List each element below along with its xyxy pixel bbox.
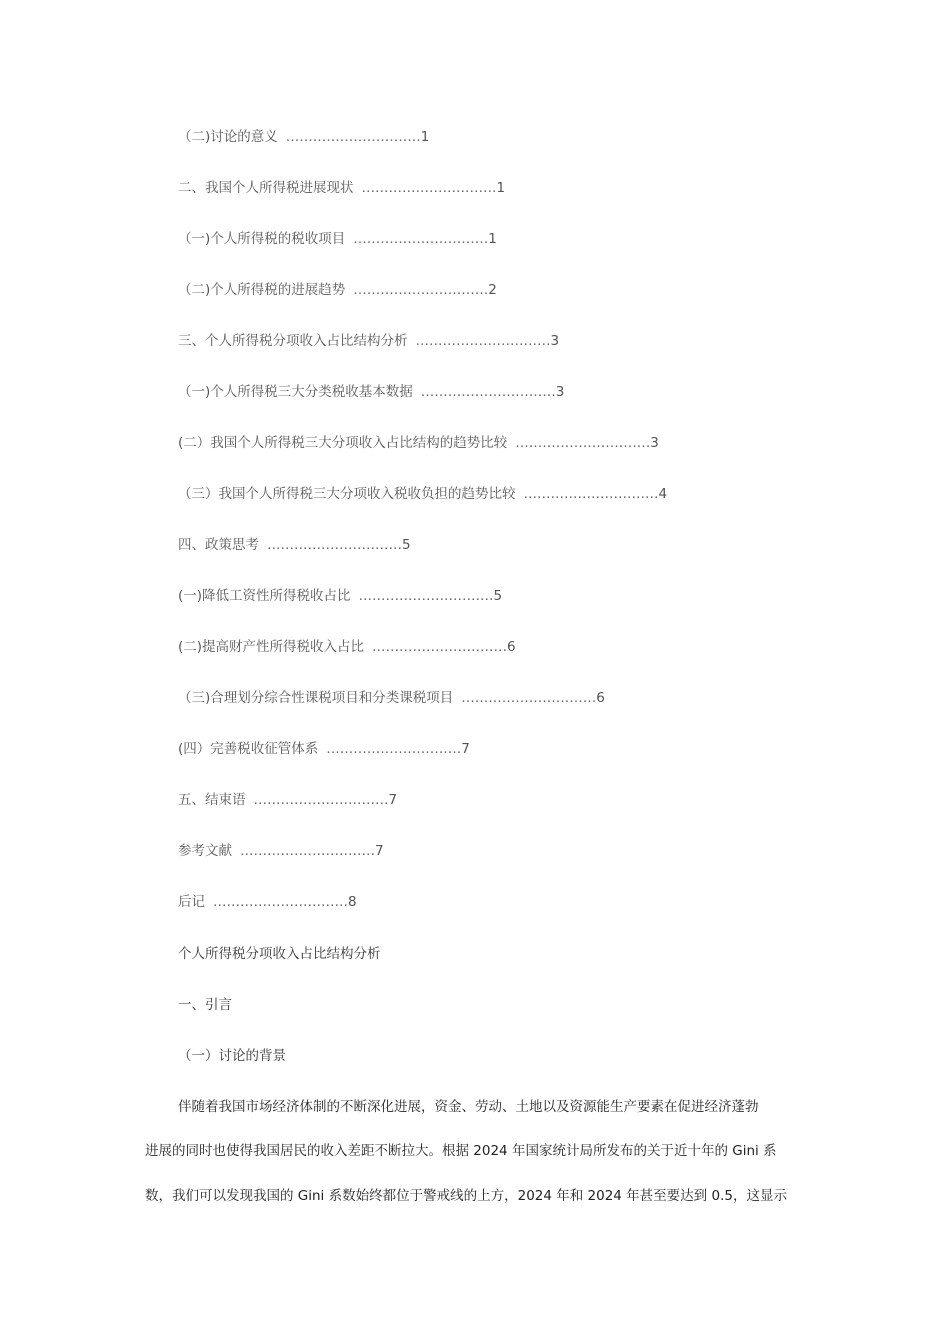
toc-page-number: 7 (461, 741, 470, 757)
toc-entry[interactable] (178, 891, 878, 942)
toc-leader-dots: ………………………… (361, 180, 497, 196)
toc-page-number: 6 (507, 639, 516, 655)
toc-page-number: 5 (402, 537, 411, 553)
toc-page-number: 8 (348, 894, 357, 910)
toc-entry-label: （二)讨论的意义 (178, 129, 278, 145)
toc-leader-dots: ………………………… (285, 129, 421, 145)
table-of-contents (178, 126, 878, 942)
paragraph-line: 数，我们可以发现我国的 Gini 系数始终都位于警戒线的上方，2024 年和 2024 年甚至要达到 0.5，这显示 (145, 1188, 787, 1204)
toc-entry[interactable] (178, 738, 878, 789)
toc-page-number: 3 (555, 384, 565, 400)
toc-entry[interactable] (178, 177, 878, 228)
toc-entry-label: 后记 (178, 894, 205, 910)
toc-leader-dots: ………………………… (353, 282, 489, 298)
toc-entry-label: (二)提高财产性所得税收入占比 (178, 639, 365, 655)
subsection-heading: （一）讨论的背景 (178, 1048, 286, 1064)
toc-entry[interactable] (178, 330, 878, 381)
toc-entry-label: (二）我国个人所得税三大分项收入占比结构的趋势比较 (178, 435, 508, 451)
toc-entry[interactable] (178, 483, 878, 534)
toc-page-number: 7 (375, 843, 384, 859)
toc-page-number: 7 (388, 792, 398, 808)
paragraph-line: 进展的同时也使得我国居民的收入差距不断拉大。根据 2024 年国家统计局所发布的关于近十年的 Gini 系 (145, 1143, 777, 1159)
toc-entry-label: 四、政策思考 (178, 537, 259, 553)
toc-entry[interactable] (178, 432, 878, 483)
section-heading: 一、引言 (178, 997, 232, 1013)
toc-leader-dots: ………………………… (420, 384, 556, 400)
toc-page-number: 5 (493, 588, 503, 604)
toc-entry[interactable] (178, 840, 878, 891)
toc-leader-dots: ………………………… (240, 843, 375, 859)
toc-page-number: 3 (650, 435, 659, 451)
toc-entry-label: 二、我国个人所得税进展现状 (178, 180, 354, 196)
toc-leader-dots: ………………………… (358, 588, 494, 604)
toc-leader-dots: ………………………… (253, 792, 389, 808)
toc-leader-dots: ………………………… (267, 537, 402, 553)
toc-leader-dots: ………………………… (353, 231, 489, 247)
toc-entry-label: （二)个人所得税的进展趋势 (178, 282, 346, 298)
paragraph-line: 伴随着我国市场经济体制的不断深化进展，资金、劳动、土地以及资源能生产要素在促进经济蓬勃 (178, 1099, 759, 1115)
toc-entry[interactable] (178, 381, 878, 432)
toc-leader-dots: ………………………… (515, 435, 651, 451)
toc-entry[interactable] (178, 789, 878, 840)
toc-entry-label: (四）完善税收征管体系 (178, 741, 319, 757)
toc-leader-dots: ………………………… (326, 741, 462, 757)
toc-entry-label: （一)个人所得税的税收项目 (178, 231, 346, 247)
toc-entry-label: （一)个人所得税三大分类税收基本数据 (178, 384, 413, 400)
toc-entry-label: （三）我国个人所得税三大分项收入税收负担的趋势比较 (178, 486, 516, 502)
toc-leader-dots: ………………………… (523, 486, 659, 502)
toc-entry[interactable] (178, 687, 878, 738)
toc-entry-label: 五、结束语 (178, 792, 246, 808)
toc-page-number: 1 (488, 231, 497, 247)
toc-entry-label: （三)合理划分综合性课税项目和分类课税项目 (178, 690, 454, 706)
toc-page-number: 6 (596, 690, 605, 706)
toc-entry[interactable] (178, 228, 878, 279)
toc-leader-dots: ………………………… (415, 333, 551, 349)
toc-entry-label: 三、个人所得税分项收入占比结构分析 (178, 333, 408, 349)
toc-page-number: 1 (420, 129, 430, 145)
toc-entry[interactable] (178, 636, 878, 687)
toc-entry[interactable] (178, 279, 878, 330)
toc-leader-dots: ………………………… (461, 690, 597, 706)
toc-entry-label: 参考文献 (178, 843, 232, 859)
toc-leader-dots: ………………………… (213, 894, 348, 910)
toc-leader-dots: ………………………… (372, 639, 508, 655)
toc-page-number: 2 (488, 282, 497, 298)
toc-entry[interactable] (178, 534, 878, 585)
toc-page-number: 1 (496, 180, 506, 196)
toc-entry-label: (一)降低工资性所得税收占比 (178, 588, 351, 604)
toc-entry[interactable] (178, 585, 878, 636)
toc-page-number: 4 (658, 486, 668, 502)
toc-page-number: 3 (550, 333, 560, 349)
document-title: 个人所得税分项收入占比结构分析 (178, 946, 381, 962)
toc-entry[interactable] (178, 126, 878, 177)
